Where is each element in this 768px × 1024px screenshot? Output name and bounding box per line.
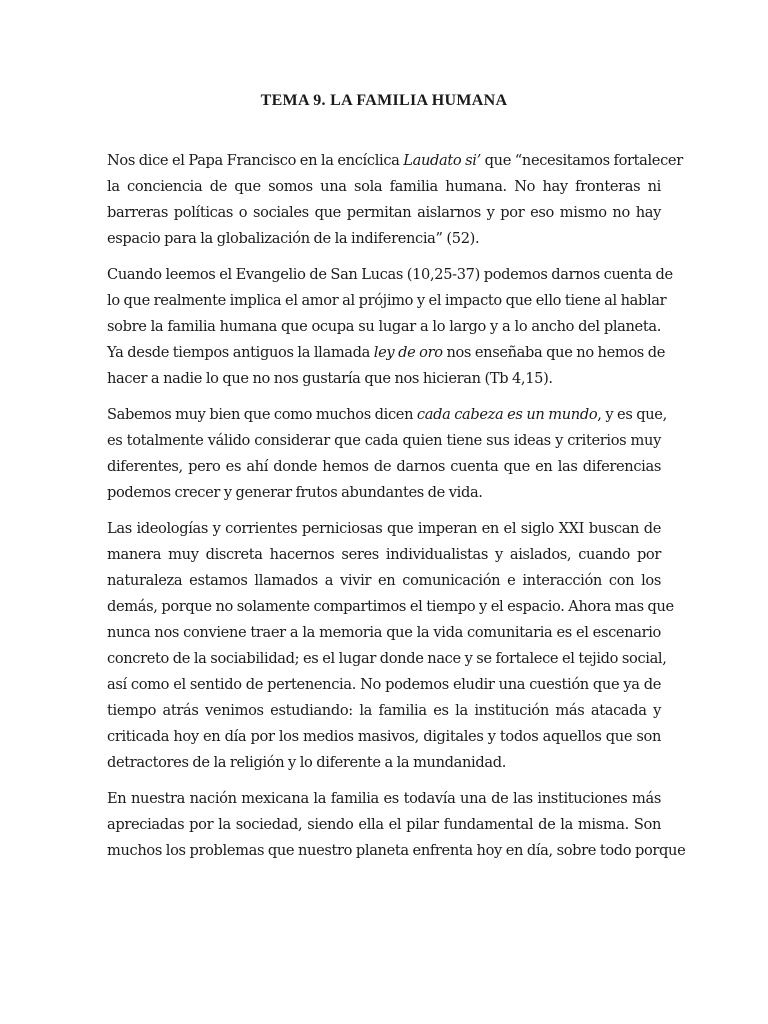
text-run: diferentes, pero es ahí donde hemos de darnos cuenta que en las diferencias xyxy=(107,458,661,475)
text-run: criticada hoy en día por los medios masivos, digitales y todos aquellos que son xyxy=(107,728,661,745)
text-line xyxy=(107,786,661,812)
text-run: hacer a nadie lo que no nos gustaría que nos hicieran (Tb 4,15). xyxy=(107,370,553,387)
text-run: detractores de la religión y lo diferente a la mundanidad. xyxy=(107,754,506,771)
text-run: barreras políticas o sociales que permitan aislarnos y por eso mismo no hay xyxy=(107,204,661,221)
paragraph xyxy=(107,786,686,864)
text-run: nunca nos conviene traer a la memoria que la vida comunitaria es el escenario xyxy=(107,624,661,641)
text-run: Nos dice el Papa Francisco en la encíclica xyxy=(107,152,404,169)
text-run: En nuestra nación mexicana la familia es todavía una de las instituciones más xyxy=(107,790,661,807)
text-line xyxy=(107,568,661,594)
text-run: es totalmente válido considerar que cada quien tiene sus ideas y criterios muy xyxy=(107,432,661,449)
text-run: lo que realmente implica el amor al prójimo y el impacto que ello tiene al hablar xyxy=(107,292,667,309)
text-run: nos enseñaba que no hemos de xyxy=(442,344,666,361)
text-run: podemos crecer y generar frutos abundantes de vida. xyxy=(107,484,483,501)
text-line xyxy=(107,366,661,392)
text-run: muchos los problemas que nuestro planeta enfrenta hoy en día, sobre todo porque xyxy=(107,842,686,859)
text-line xyxy=(107,698,661,724)
italic-text: ley de oro xyxy=(373,344,443,361)
paragraph xyxy=(107,402,667,506)
text-line xyxy=(107,594,674,620)
text-line xyxy=(107,750,661,776)
text-run: Cuando leemos el Evangelio de San Lucas (10,25-37) podemos darnos cuenta de xyxy=(107,266,673,283)
text-line xyxy=(107,620,661,646)
document-title: TEMA 9. LA FAMILIA HUMANA xyxy=(260,92,508,109)
paragraph xyxy=(107,148,683,252)
text-line xyxy=(107,672,661,698)
text-line xyxy=(107,838,686,864)
document-body xyxy=(107,148,686,874)
text-line xyxy=(107,288,667,314)
italic-text: cada cabeza es un mundo xyxy=(416,406,598,423)
text-run: así como el sentido de pertenencia. No podemos eludir una cuestión que ya de xyxy=(107,676,661,693)
text-line xyxy=(107,402,667,428)
text-line xyxy=(107,200,661,226)
text-run: Sabemos muy bien que como muchos dicen xyxy=(107,406,417,423)
text-run: sobre la familia humana que ocupa su lugar a lo largo y a lo ancho del planeta. xyxy=(107,318,661,335)
text-run: que “necesitamos fortalecer xyxy=(480,152,683,169)
text-line xyxy=(107,646,667,672)
text-run: Ya desde tiempos antiguos la llamada xyxy=(107,344,374,361)
text-line xyxy=(107,812,661,838)
text-run: la conciencia de que somos una sola familia humana. No hay fronteras ni xyxy=(107,178,661,195)
text-line xyxy=(107,428,661,454)
paragraph xyxy=(107,262,673,392)
text-line xyxy=(107,148,683,174)
text-run: manera muy discreta hacernos seres individualistas y aislados, cuando por xyxy=(107,546,661,563)
text-run: , y es que, xyxy=(597,406,667,423)
text-line xyxy=(107,340,666,366)
text-run: Las ideologías y corrientes perniciosas que imperan en el siglo XXI buscan de xyxy=(107,520,661,537)
text-line xyxy=(107,226,661,252)
text-line xyxy=(107,174,661,200)
text-line xyxy=(107,542,661,568)
paragraph xyxy=(107,516,674,776)
italic-text: Laudato si’ xyxy=(403,152,481,169)
text-line xyxy=(107,480,661,506)
text-run: tiempo atrás venimos estudiando: la familia es la institución más atacada y xyxy=(107,702,661,719)
text-line xyxy=(107,516,661,542)
text-run: demás, porque no solamente compartimos el tiempo y el espacio. Ahora mas que xyxy=(107,598,674,615)
text-run: concreto de la sociabilidad; es el lugar donde nace y se fortalece el tejido social, xyxy=(107,650,667,667)
text-run: naturaleza estamos llamados a vivir en comunicación e interacción con los xyxy=(107,572,661,589)
text-line xyxy=(107,724,661,750)
text-line xyxy=(107,262,673,288)
text-run: espacio para la globalización de la indiferencia” (52). xyxy=(107,230,480,247)
text-line xyxy=(107,314,661,340)
text-line xyxy=(107,454,661,480)
text-run: apreciadas por la sociedad, siendo ella el pilar fundamental de la misma. Son xyxy=(107,816,661,833)
